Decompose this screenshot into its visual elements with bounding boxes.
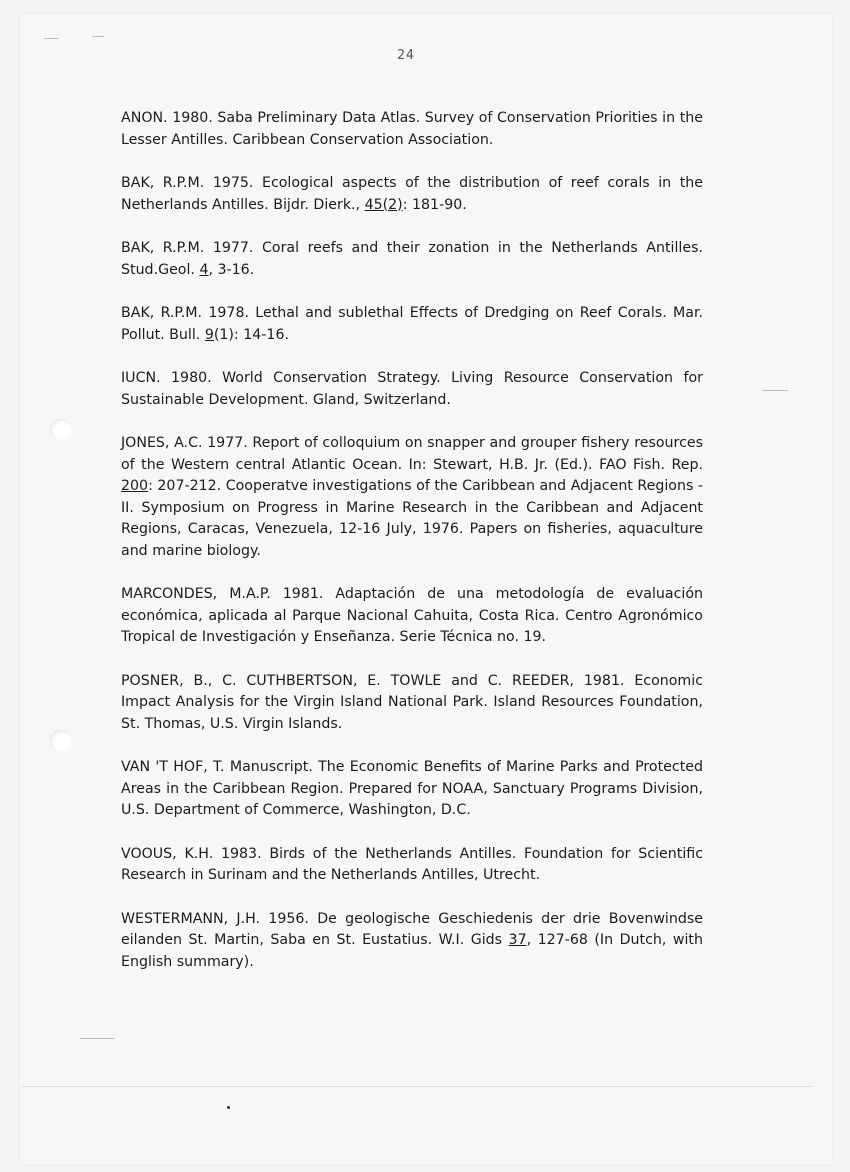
- reference-text: : 181-90.: [402, 196, 467, 213]
- reference-text: , 3-16.: [208, 261, 255, 278]
- punch-hole-upper: [50, 419, 72, 441]
- reference-entry: [121, 368, 703, 411]
- scan-edge-line: [22, 1086, 812, 1087]
- reference-text: VAN 'T HOF, T. Manuscript. The Economic Benefits of Marine Parks and Protected Areas in the Caribbean Region. Prepared for NOAA, Sanctuary Programs Division, U.S. Department of Commerce, Washington, D.C.: [121, 759, 703, 818]
- reference-text: IUCN. 1980. World Conservation Strategy. Living Resource Conservation for Sustainable Development. Gland, Switzerland.: [121, 370, 703, 408]
- scan-mark: [92, 36, 104, 37]
- reference-text: POSNER, B., C. CUTHBERTSON, E. TOWLE and C. REEDER, 1981. Economic Impact Analysis for the Virgin Island National Park. Island Resources Foundation, St. Thomas, U.S. Virgin Islands.: [121, 672, 703, 732]
- volume-number: 37: [508, 932, 527, 948]
- scan-mark: [80, 1038, 114, 1039]
- page-number: 24: [397, 48, 415, 63]
- punch-hole-lower: [50, 730, 72, 752]
- reference-text: , 127-68 (In Dutch, with English summary).: [121, 932, 703, 970]
- scan-mark: [762, 390, 788, 391]
- reference-entry: [121, 909, 703, 974]
- reference-entry: [121, 433, 703, 562]
- reference-entry: [121, 584, 703, 649]
- reference-list: [121, 108, 703, 995]
- reference-text: BAK, R.P.M. 1977. Coral reefs and their zonation in the Netherlands Antilles. Stud.Geol.: [121, 240, 703, 278]
- volume-number: 9: [204, 326, 214, 343]
- reference-text: ANON. 1980. Saba Preliminary Data Atlas. Survey of Conservation Priorities in the Lesser Antilles. Caribbean Conservation Association.: [121, 110, 703, 148]
- reference-entry: [121, 303, 703, 346]
- reference-text: BAK, R.P.M. 1978. Lethal and sublethal Effects of Dredging on Reef Corals. Mar. Pollut. Bull.: [121, 305, 703, 343]
- reference-text: BAK, R.P.M. 1975. Ecological aspects of the distribution of reef corals in the Netherlands Antilles. Bijdr. Dierk.,: [121, 175, 703, 213]
- reference-text: : 207-212. Cooperatve investigations of the Caribbean and Adjacent Regions - II. Symposium on Progress in Marine Research in the Caribbean and Adjacent Regions, Caracas, Venezuela, 12-16 July, 1976. Papers on fisheries, aquaculture and marine biology.: [121, 478, 703, 559]
- scan-mark: [44, 38, 58, 39]
- reference-entry: [121, 108, 703, 151]
- volume-number: 4: [199, 261, 209, 278]
- reference-entry: [121, 671, 703, 736]
- reference-text: JONES, A.C. 1977. Report of colloquium on snapper and grouper fishery resources of the Western central Atlantic Ocean. In: Stewart, H.B. Jr. (Ed.). FAO Fish. Rep.: [121, 435, 703, 473]
- reference-text: (1): 14-16.: [213, 326, 289, 343]
- reference-text: MARCONDES, M.A.P. 1981. Adaptación de una metodología de evaluación económica, aplicada al Parque Nacional Cahuita, Costa Rica. Centro Agronómico Tropical de Investigación y Enseñanza. Serie Técnica no. 19.: [121, 586, 703, 645]
- reference-entry: [121, 173, 703, 216]
- volume-number: 200: [121, 478, 149, 494]
- volume-number: 45(2): [364, 196, 403, 213]
- reference-entry: [121, 238, 703, 281]
- reference-text: VOOUS, K.H. 1983. Birds of the Netherlands Antilles. Foundation for Scientific Research in Surinam and the Netherlands Antilles, Utrecht.: [121, 845, 703, 883]
- speck: [227, 1106, 230, 1109]
- reference-entry: [121, 844, 703, 887]
- reference-text: WESTERMANN, J.H. 1956. De geologische Geschiedenis der drie Bovenwindse eilanden St. Martin, Saba en St. Eustatius. W.I. Gids: [121, 910, 703, 948]
- reference-entry: [121, 757, 703, 822]
